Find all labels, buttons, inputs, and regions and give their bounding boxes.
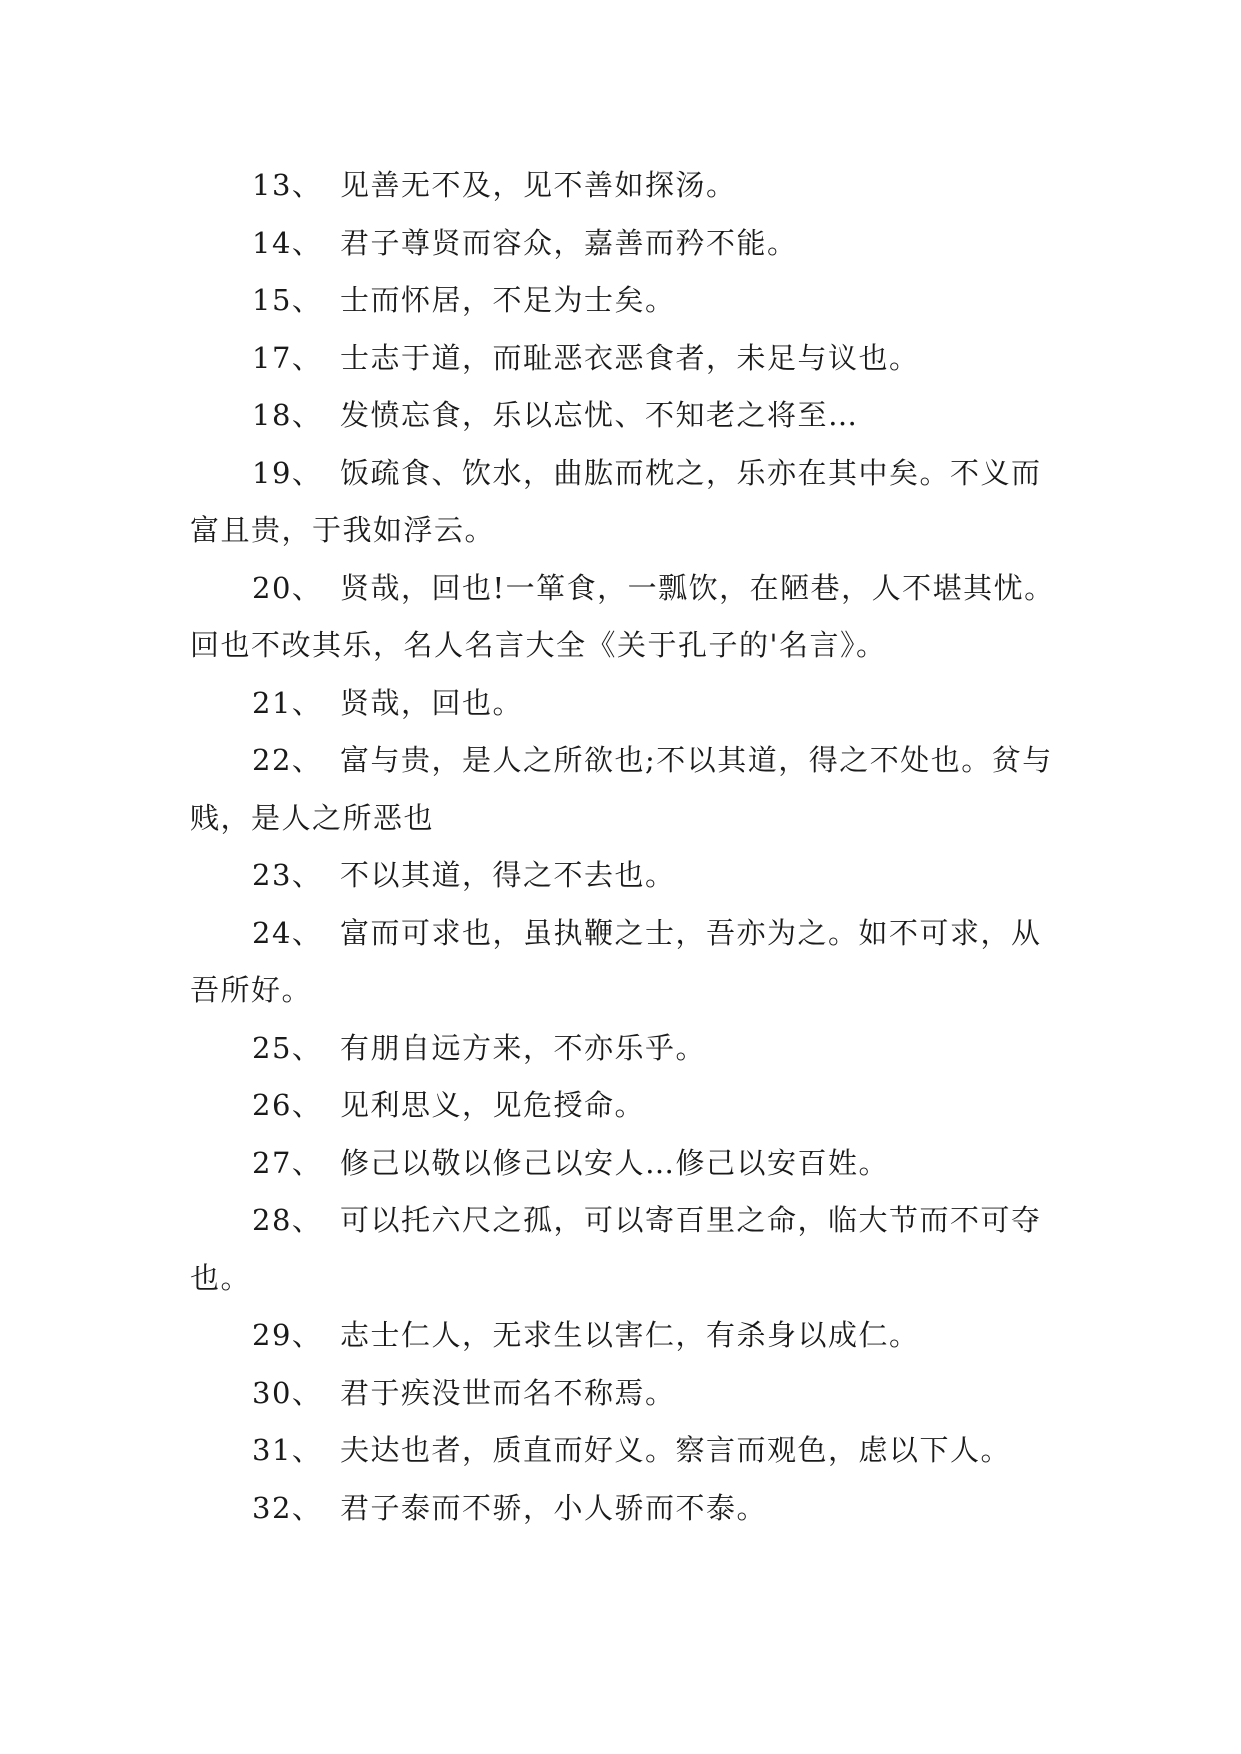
quote-item (190, 560, 1070, 675)
quote-item (190, 157, 1070, 215)
quote-number: 18、 (252, 398, 323, 432)
quote-item (190, 1020, 1070, 1078)
quote-text: 贤哉，回也!一箪食，一瓢饮，在陋巷，人不堪其忧。回也不改其乐，名人名言大全《关于孔子的'名言》。 (190, 570, 1055, 662)
quote-number: 31、 (252, 1433, 323, 1467)
quote-text: 见利思义，见危授命。 (340, 1088, 646, 1122)
quote-number: 32、 (252, 1490, 323, 1525)
quote-text: 君于疾没世而名不称焉。 (340, 1375, 676, 1410)
quote-list (190, 157, 1070, 1537)
quote-text: 有朋自远方来，不亦乐乎。 (340, 1030, 707, 1065)
quote-text: 贤哉，回也。 (340, 685, 524, 720)
quote-text: 志士仁人，无求生以害仁，有杀身以成仁。 (340, 1318, 920, 1352)
quote-number: 21、 (252, 685, 323, 720)
quote-number: 25、 (252, 1030, 323, 1065)
quote-item (190, 272, 1070, 330)
quote-text: 饭疏食、饮水，曲肱而枕之，乐亦在其中矣。不义而富且贵，于我如浮云。 (190, 455, 1042, 547)
quote-text: 发愤忘食，乐以忘忧、不知老之将至… (340, 398, 859, 432)
quote-number: 15、 (252, 283, 323, 317)
quote-item (190, 1307, 1070, 1365)
quote-number: 20、 (252, 570, 323, 605)
quote-number: 28、 (252, 1203, 323, 1237)
quote-text: 可以托六尺之孤，可以寄百里之命，临大节而不可夺也。 (190, 1203, 1042, 1295)
quote-item (190, 1422, 1070, 1480)
quote-text: 富而可求也，虽执鞭之士，吾亦为之。如不可求，从吾所好。 (190, 915, 1042, 1007)
quote-number: 29、 (252, 1318, 323, 1352)
quote-text: 见善无不及，见不善如探汤。 (340, 168, 737, 202)
quote-text: 夫达也者，质直而好义。察言而观色，虑以下人。 (340, 1433, 1012, 1467)
quote-text: 修己以敬以修己以安人…修己以安百姓。 (340, 1145, 890, 1180)
quote-item (190, 445, 1070, 560)
quote-item (190, 215, 1070, 273)
quote-number: 24、 (252, 915, 323, 950)
quote-number: 13、 (252, 168, 323, 202)
quote-number: 23、 (252, 858, 323, 892)
quote-item (190, 1480, 1070, 1538)
quote-item (190, 330, 1070, 388)
quote-item (190, 1365, 1070, 1423)
quote-text: 士而怀居，不足为士矣。 (340, 283, 676, 317)
quote-item (190, 905, 1070, 1020)
quote-text: 不以其道，得之不去也。 (340, 858, 676, 892)
quote-number: 14、 (252, 225, 323, 260)
quote-number: 22、 (252, 743, 323, 777)
quote-text: 富与贵，是人之所欲也;不以其道，得之不处也。贫与贱，是人之所恶也 (190, 743, 1053, 835)
quote-text: 士志于道，而耻恶衣恶食者，未足与议也。 (340, 340, 920, 375)
quote-item (190, 1077, 1070, 1135)
quote-number: 27、 (252, 1145, 323, 1180)
quote-item (190, 1192, 1070, 1307)
quote-number: 26、 (252, 1088, 323, 1122)
quote-item (190, 675, 1070, 733)
quote-item (190, 847, 1070, 905)
quote-text: 君子泰而不骄，小人骄而不泰。 (340, 1490, 768, 1525)
quote-text: 君子尊贤而容众，嘉善而矜不能。 (340, 225, 798, 260)
quote-item (190, 732, 1070, 847)
quote-number: 30、 (252, 1375, 323, 1410)
quote-number: 17、 (252, 340, 323, 375)
quote-number: 19、 (252, 455, 323, 490)
quote-item (190, 387, 1070, 445)
quote-item (190, 1135, 1070, 1193)
